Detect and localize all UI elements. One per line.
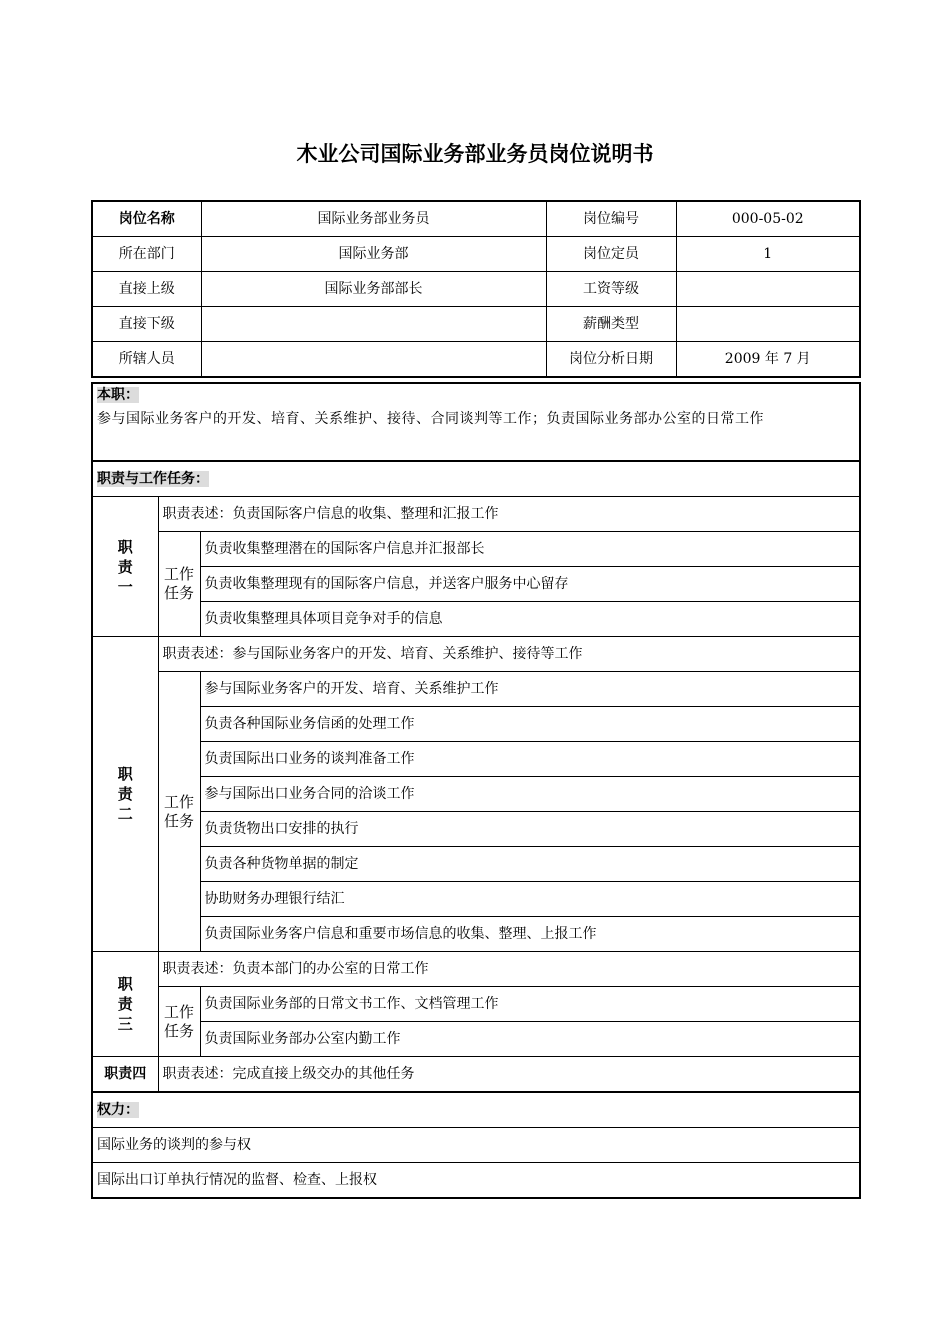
position-info-table <box>91 200 861 378</box>
info-value: 国际业务部 <box>201 237 546 272</box>
task-item: 负责收集整理具体项目竞争对手的信息 <box>200 602 860 637</box>
task-row <box>92 602 860 637</box>
info-key: 直接下级 <box>92 307 201 342</box>
info-key: 岗位分析日期 <box>546 342 676 378</box>
task-item: 负责货物出口安排的执行 <box>200 812 860 847</box>
info-key: 岗位定员 <box>546 237 676 272</box>
info-row <box>92 237 860 272</box>
task-row <box>92 567 860 602</box>
duty-desc-row <box>92 637 860 672</box>
task-row <box>92 917 860 952</box>
info-value: 国际业务部部长 <box>201 272 546 307</box>
task-item: 负责各种货物单据的制定 <box>200 847 860 882</box>
info-value: 2009 年 7 月 <box>676 342 860 378</box>
duty-name <box>92 497 158 637</box>
task-item: 负责国际业务部的日常文书工作、文档管理工作 <box>200 987 860 1022</box>
info-key: 工资等级 <box>546 272 676 307</box>
duty-name <box>92 952 158 1057</box>
task-row <box>92 1022 860 1057</box>
power-row <box>92 1163 860 1199</box>
task-item: 负责收集整理现有的国际客户信息，并送客户服务中心留存 <box>200 567 860 602</box>
info-key: 岗位编号 <box>546 201 676 237</box>
task-label-text: 工作 任务 <box>163 1002 194 1040</box>
info-value: 国际业务部业务员 <box>201 201 546 237</box>
duty-desc: 职责表述：负责国际客户信息的收集、整理和汇报工作 <box>158 497 860 532</box>
task-item: 负责收集整理潜在的国际客户信息并汇报部长 <box>200 532 860 567</box>
task-item: 参与国际出口业务合同的洽谈工作 <box>200 777 860 812</box>
duty-desc-row <box>92 497 860 532</box>
benzhi-label-row <box>92 383 860 406</box>
task-row <box>92 812 860 847</box>
info-value: 1 <box>676 237 860 272</box>
task-item: 协助财务办理银行结汇 <box>200 882 860 917</box>
task-row <box>92 847 860 882</box>
task-row <box>92 672 860 707</box>
task-row <box>92 707 860 742</box>
info-row <box>92 307 860 342</box>
duties-label: 职责与工作任务： <box>97 470 209 487</box>
duties-table <box>91 382 861 1199</box>
task-item: 负责国际出口业务的谈判准备工作 <box>200 742 860 777</box>
info-value <box>676 307 860 342</box>
duty-name-text: 职 责 三 <box>117 975 133 1033</box>
info-row <box>92 201 860 237</box>
info-key: 薪酬类型 <box>546 307 676 342</box>
info-value: 000-05-02 <box>676 201 860 237</box>
task-row <box>92 532 860 567</box>
benzhi-text-row <box>92 406 860 461</box>
task-item: 参与国际业务客户的开发、培育、关系维护工作 <box>200 672 860 707</box>
duty-name: 职责四 <box>92 1057 158 1093</box>
power-item: 国际业务的谈判的参与权 <box>92 1128 860 1163</box>
power-item: 国际出口订单执行情况的监督、检查、上报权 <box>92 1163 860 1199</box>
task-label <box>158 672 200 952</box>
task-label <box>158 987 200 1057</box>
duty-desc-row <box>92 952 860 987</box>
benzhi-text: 参与国际业务客户的开发、培育、关系维护、接待、合同谈判等工作；负责国际业务部办公室的日常工作 <box>92 406 860 461</box>
info-key: 所辖人员 <box>92 342 201 378</box>
info-row <box>92 272 860 307</box>
info-row <box>92 342 860 378</box>
task-row <box>92 742 860 777</box>
duty-name <box>92 637 158 952</box>
duty-desc-row <box>92 1057 860 1093</box>
task-item: 负责国际业务客户信息和重要市场信息的收集、整理、上报工作 <box>200 917 860 952</box>
task-label-text: 工作 任务 <box>163 792 194 830</box>
duty-desc: 职责表述：参与国际业务客户的开发、培育、关系维护、接待等工作 <box>158 637 860 672</box>
duty-desc: 职责表述：完成直接上级交办的其他任务 <box>158 1057 860 1093</box>
duty-name-text: 职 责 二 <box>117 765 133 823</box>
task-label <box>158 532 200 637</box>
task-label-text: 工作 任务 <box>163 565 194 602</box>
info-key: 所在部门 <box>92 237 201 272</box>
task-item: 负责国际业务部办公室内勤工作 <box>200 1022 860 1057</box>
power-label-row <box>92 1092 860 1128</box>
task-row <box>92 777 860 812</box>
page-title: 木业公司国际业务部业务员岗位说明书 <box>296 142 654 166</box>
power-label: 权力： <box>97 1101 139 1118</box>
info-key: 直接上级 <box>92 272 201 307</box>
info-key: 岗位名称 <box>92 201 201 237</box>
info-value <box>676 272 860 307</box>
task-row <box>92 882 860 917</box>
duty-name-text: 职 责 一 <box>117 537 133 596</box>
task-row <box>92 987 860 1022</box>
benzhi-label: 本职： <box>97 386 139 403</box>
info-value <box>201 307 546 342</box>
power-row <box>92 1128 860 1163</box>
info-value <box>201 342 546 378</box>
duty-desc: 职责表述：负责本部门的办公室的日常工作 <box>158 952 860 987</box>
task-item: 负责各种国际业务信函的处理工作 <box>200 707 860 742</box>
duties-label-row <box>92 461 860 497</box>
